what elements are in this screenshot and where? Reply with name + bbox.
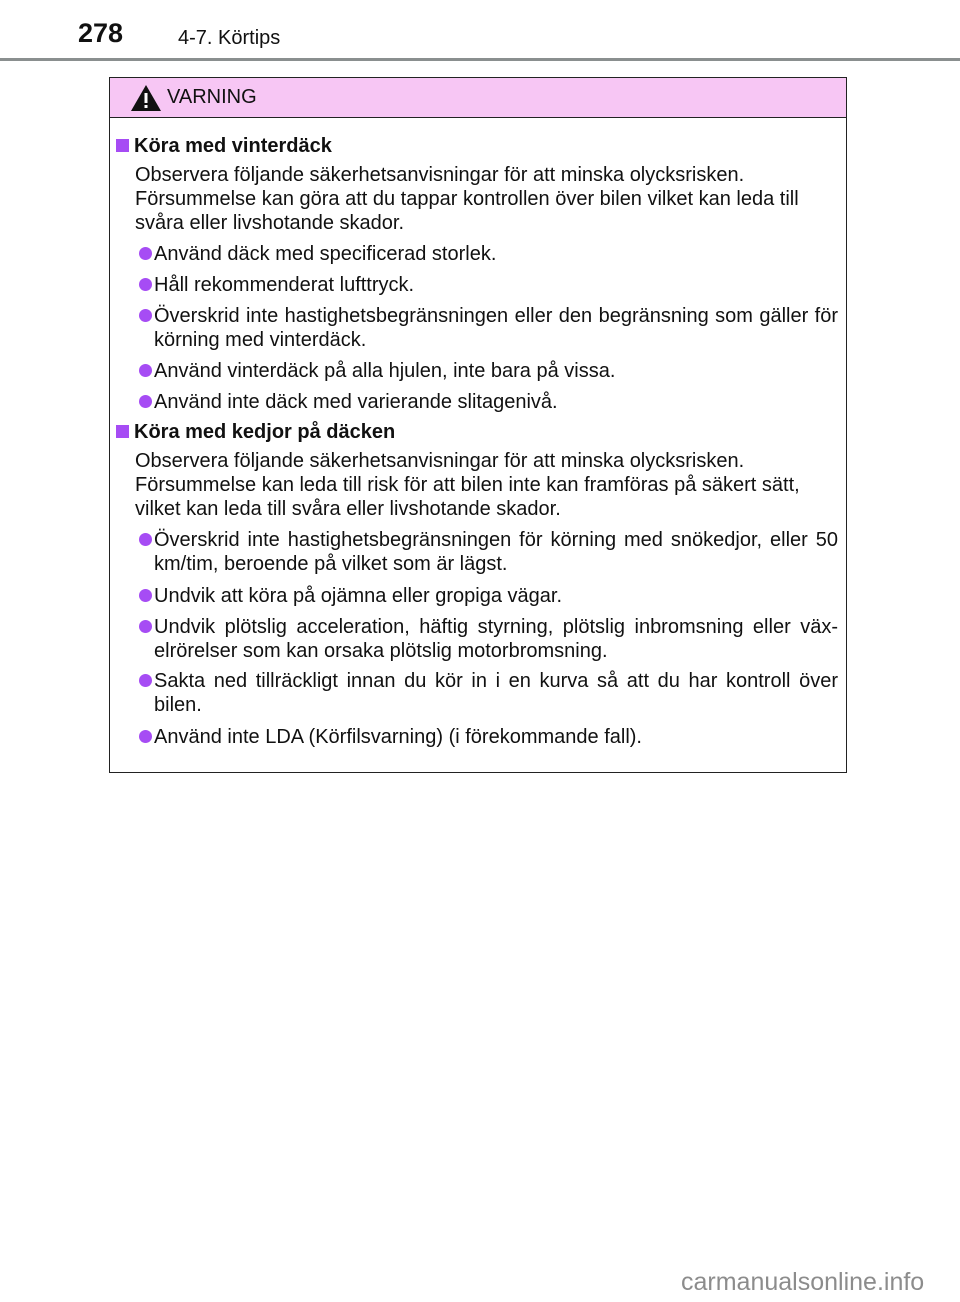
- warning-triangle-icon: [130, 84, 162, 112]
- list-item: [154, 584, 838, 608]
- bullet-icon: [139, 278, 152, 291]
- heading-text: Köra med kedjor på däcken: [134, 421, 396, 443]
- page-number: 278: [78, 18, 124, 48]
- list-item: [154, 669, 838, 717]
- bullet-icon: [139, 674, 152, 687]
- item-text: Överskrid inte hastighetsbegränsningen eller den begränsning som gäller för körning med vinterdäck.: [154, 305, 838, 351]
- section-title: 4-7. Körtips: [178, 27, 281, 49]
- bullet-icon: [139, 247, 152, 260]
- bullet-icon: [139, 533, 152, 546]
- heading-text: Köra med vinterdäck: [134, 135, 332, 157]
- bullet-icon: [139, 620, 152, 633]
- bullet-icon: [139, 395, 152, 408]
- bullet-icon: [139, 309, 152, 322]
- header-rule: [0, 58, 960, 61]
- section-heading: [116, 134, 332, 158]
- list-item: [154, 390, 838, 414]
- item-text: Sakta ned tillräckligt innan du kör in i en kurva så att du har kontroll över bilen.: [154, 670, 838, 716]
- item-text: Undvik plötslig acceleration, häftig styrning, plötslig inbromsning eller väx-elrörelser som kan orsaka plötslig motorbromsning.: [154, 616, 838, 662]
- square-bullet-icon: [116, 425, 129, 438]
- item-text: Använd inte LDA (Körfilsvarning) (i förekommande fall).: [154, 726, 642, 748]
- intro-paragraph: Observera följande säkerhetsanvisningar för att minska olycksrisken. Försummelse kan leda till risk för att bilen inte kan framföras på säkert sätt, vilket kan leda till svåra eller livshotande skador.: [135, 450, 800, 520]
- bullet-icon: [139, 589, 152, 602]
- bullet-icon: [139, 364, 152, 377]
- section-heading: [116, 420, 395, 444]
- item-text: Överskrid inte hastighetsbegränsningen för körning med snökedjor, eller 50 km/tim, beroende på vilket som är lägst.: [154, 529, 838, 575]
- intro-paragraph: Observera följande säkerhetsanvisningar för att minska olycksrisken. Försummelse kan göra att du tappar kontrollen över bilen vilket kan leda till svåra eller livshotande skador.: [135, 164, 799, 234]
- warning-header: [110, 78, 846, 118]
- item-text: Undvik att köra på ojämna eller gropiga vägar.: [154, 585, 563, 607]
- item-text: Använd däck med specificerad storlek.: [154, 243, 497, 265]
- item-text: Använd inte däck med varierande slitagenivå.: [154, 391, 558, 413]
- watermark: carmanualsonline.info: [681, 1268, 925, 1296]
- list-item: [154, 359, 838, 383]
- warning-box: [109, 77, 847, 773]
- bullet-icon: [139, 730, 152, 743]
- square-bullet-icon: [116, 139, 129, 152]
- item-text: Håll rekommenderat lufttryck.: [154, 274, 415, 296]
- list-item: [154, 242, 838, 266]
- list-item: [154, 615, 838, 663]
- item-text: Använd vinterdäck på alla hjulen, inte bara på vissa.: [154, 360, 616, 382]
- list-item: [154, 304, 838, 352]
- list-item: [154, 725, 838, 749]
- list-item: [154, 528, 838, 576]
- list-item: [154, 273, 838, 297]
- warning-label: VARNING: [167, 86, 257, 108]
